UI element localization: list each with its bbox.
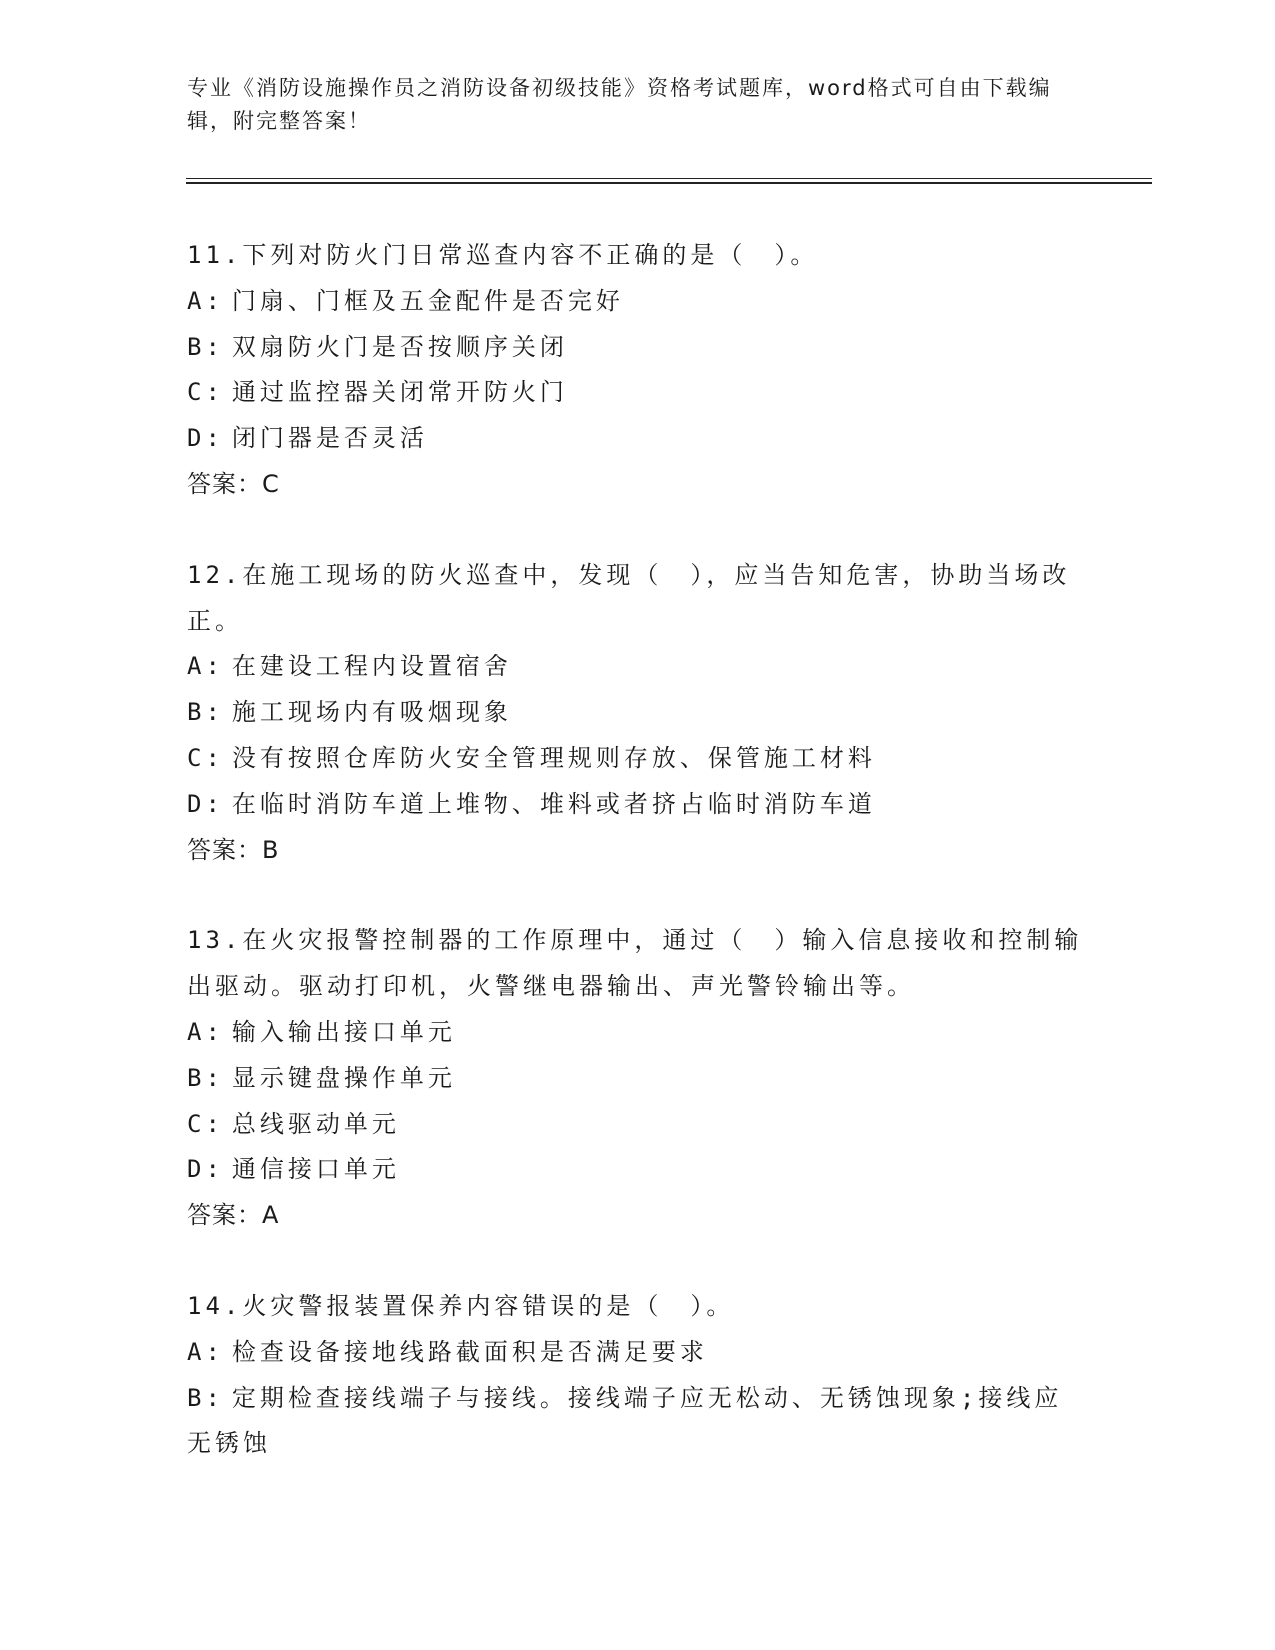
question-13 bbox=[187, 918, 1087, 1239]
option-key: A: bbox=[187, 1337, 224, 1366]
option-key: A: bbox=[187, 652, 224, 681]
option-a bbox=[187, 279, 1087, 325]
option-key: C: bbox=[187, 743, 224, 772]
answer-line bbox=[187, 1193, 1087, 1239]
header-rule-thin bbox=[186, 178, 1152, 179]
question-text: 下列对防火门日常巡查内容不正确的是（ ）。 bbox=[242, 241, 819, 269]
question-11 bbox=[187, 233, 1087, 508]
option-key: C: bbox=[187, 1109, 224, 1138]
answer-value: C bbox=[262, 469, 280, 498]
question-list bbox=[187, 233, 1087, 1512]
question-text: 在火灾报警控制器的工作原理中，通过（ ）输入信息接收和控制输出驱动。驱动打印机，火警继电器输出、声光警铃输出等。 bbox=[187, 926, 1083, 1001]
option-text: 门扇、门框及五金配件是否完好 bbox=[231, 286, 624, 315]
option-text: 检查设备接地线路截面积是否满足要求 bbox=[231, 1337, 708, 1366]
question-number: 12. bbox=[187, 560, 243, 589]
option-text: 通信接口单元 bbox=[231, 1155, 400, 1184]
answer-value: A bbox=[262, 1201, 280, 1230]
document-header bbox=[187, 72, 1067, 138]
option-text: 显示键盘操作单元 bbox=[231, 1063, 456, 1092]
option-text: 通过监控器关闭常开防火门 bbox=[231, 378, 568, 407]
option-b bbox=[187, 1376, 1087, 1468]
option-key: D: bbox=[187, 789, 224, 818]
header-title: 专业《消防设施操作员之消防设备初级技能》资格考试题库，word格式可自由下载编辑，附完整答案！ bbox=[187, 76, 1052, 133]
option-text: 施工现场内有吸烟现象 bbox=[231, 698, 512, 727]
option-b bbox=[187, 690, 1087, 736]
option-text: 双扇防火门是否按顺序关闭 bbox=[231, 332, 568, 361]
answer-line bbox=[187, 828, 1087, 874]
question-stem bbox=[187, 918, 1087, 1010]
option-c bbox=[187, 1102, 1087, 1148]
question-stem bbox=[187, 553, 1087, 645]
option-key: B: bbox=[187, 698, 224, 727]
option-key: A: bbox=[187, 1017, 224, 1046]
option-a bbox=[187, 644, 1087, 690]
option-b bbox=[187, 1056, 1087, 1102]
question-number: 14. bbox=[187, 1291, 243, 1320]
option-text: 在建设工程内设置宿舍 bbox=[231, 652, 512, 681]
option-key: D: bbox=[187, 1155, 224, 1184]
option-c bbox=[187, 370, 1087, 416]
answer-label: 答案： bbox=[187, 469, 262, 498]
question-text: 在施工现场的防火巡查中，发现（ ），应当告知危害，协助当场改正。 bbox=[187, 560, 1071, 635]
answer-value: B bbox=[262, 835, 280, 864]
question-stem bbox=[187, 233, 1087, 279]
question-number: 13. bbox=[187, 926, 243, 955]
option-text: 没有按照仓库防火安全管理规则存放、保管施工材料 bbox=[231, 743, 876, 772]
option-text: 输入输出接口单元 bbox=[231, 1017, 456, 1046]
option-key: B: bbox=[187, 1383, 224, 1412]
option-text: 定期检查接线端子与接线。接线端子应无松动、无锈蚀现象;接线应无锈蚀 bbox=[187, 1383, 1063, 1458]
option-d bbox=[187, 1147, 1087, 1193]
option-text: 闭门器是否灵活 bbox=[231, 424, 428, 453]
option-text: 在临时消防车道上堆物、堆料或者挤占临时消防车道 bbox=[231, 789, 876, 818]
option-a bbox=[187, 1010, 1087, 1056]
question-stem bbox=[187, 1284, 1087, 1330]
option-key: A: bbox=[187, 286, 224, 315]
option-text: 总线驱动单元 bbox=[231, 1109, 400, 1138]
question-number: 11. bbox=[187, 241, 243, 269]
option-key: B: bbox=[187, 1063, 224, 1092]
option-key: D: bbox=[187, 424, 224, 453]
option-a bbox=[187, 1330, 1087, 1376]
option-key: B: bbox=[187, 332, 224, 361]
option-c bbox=[187, 736, 1087, 782]
answer-label: 答案： bbox=[187, 1201, 262, 1230]
option-d bbox=[187, 782, 1087, 828]
question-12 bbox=[187, 553, 1087, 874]
question-text: 火灾警报装置保养内容错误的是（ ）。 bbox=[242, 1291, 735, 1320]
answer-line bbox=[187, 462, 1087, 508]
question-14 bbox=[187, 1284, 1087, 1467]
option-key: C: bbox=[187, 378, 224, 407]
option-d bbox=[187, 416, 1087, 462]
option-b bbox=[187, 325, 1087, 371]
header-rule-thick bbox=[186, 182, 1152, 184]
answer-label: 答案： bbox=[187, 835, 262, 864]
